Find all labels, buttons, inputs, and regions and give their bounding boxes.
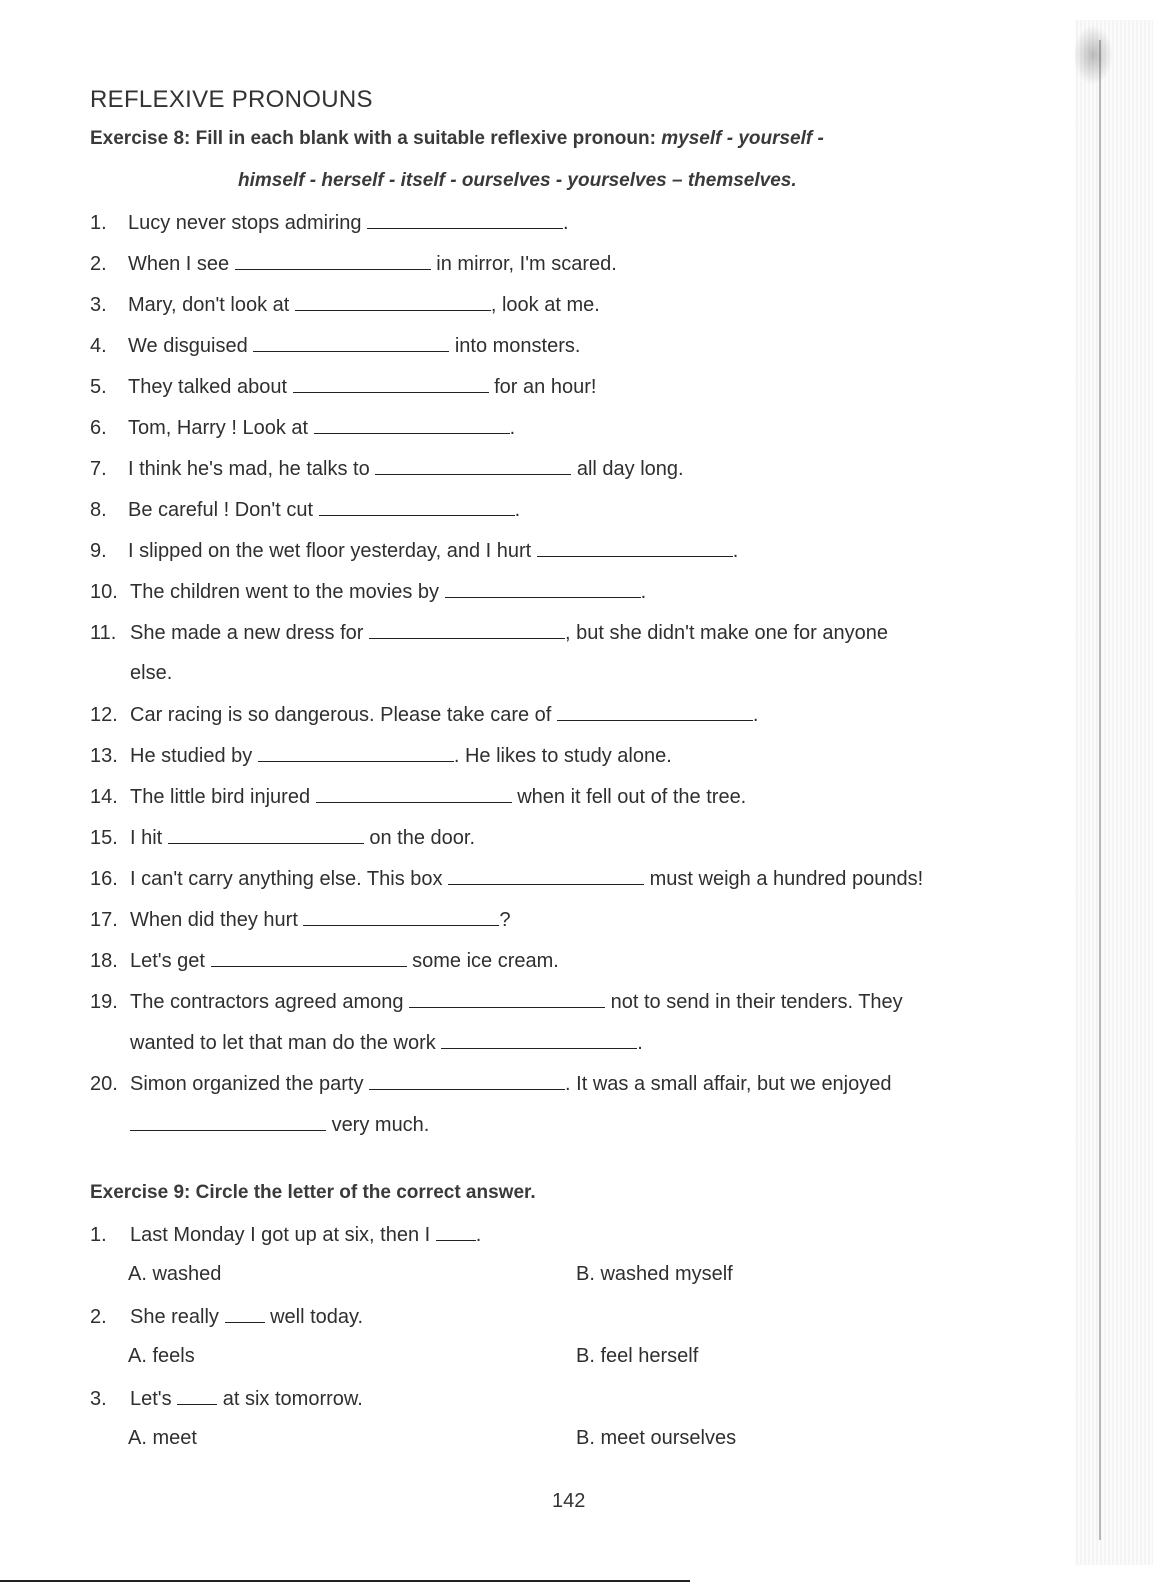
item-text: Let's <box>130 1388 172 1410</box>
item-text: They talked about <box>128 376 287 398</box>
item-number: 2. <box>90 253 107 275</box>
item-text: She really <box>130 1306 219 1328</box>
exercise-9-question <box>90 1304 363 1329</box>
item-text-after: not to send in their tenders. They <box>610 991 903 1013</box>
item-text: Let's get <box>130 950 205 972</box>
item-text: Tom, Harry ! Look at <box>128 417 309 439</box>
item-text-after: very much. <box>331 1114 430 1136</box>
exercise-8-item <box>90 579 646 604</box>
item-text-after: . <box>640 581 647 603</box>
page-title: REFLEXIVE PRONOUNS <box>90 86 373 113</box>
option-a[interactable]: A. washed <box>128 1263 222 1285</box>
exercise-8-item <box>90 456 684 481</box>
item-number: 18. <box>90 950 118 972</box>
item-number: 17. <box>90 909 118 931</box>
item-text-after: when it fell out of the tree. <box>517 786 747 808</box>
item-text-after: for an hour! <box>494 376 597 398</box>
answer-blank[interactable] <box>177 1386 217 1405</box>
item-number: 6. <box>90 417 107 439</box>
answer-blank[interactable] <box>130 1112 326 1131</box>
item-text: I hit <box>130 827 163 849</box>
exercise-8-item <box>90 333 580 358</box>
exercise-8-item <box>90 620 888 645</box>
item-text-after: . It was a small affair, but we enjoyed <box>565 1073 892 1095</box>
option-b[interactable]: B. meet ourselves <box>576 1427 737 1449</box>
item-text: Be careful ! Don't cut <box>128 499 314 521</box>
answer-blank[interactable] <box>235 251 431 270</box>
exercise-8-item-continuation <box>130 1112 429 1137</box>
exercise-8-item <box>90 1071 892 1096</box>
exercise-8-item <box>90 702 758 727</box>
item-text-after: . <box>563 212 569 234</box>
exercise-8-item <box>90 210 569 235</box>
item-text-after: . He likes to study alone. <box>453 745 672 767</box>
item-text-after: at six tomorrow. <box>222 1388 363 1410</box>
exercise-8-item <box>90 538 738 563</box>
exercise-8-item <box>90 866 923 891</box>
answer-blank[interactable] <box>258 743 454 762</box>
exercise-8-item <box>90 251 617 276</box>
answer-blank[interactable] <box>367 210 563 229</box>
option-a[interactable]: A. feels <box>128 1345 195 1367</box>
exercise-8-item <box>90 743 672 768</box>
item-text-after: in mirror, I'm scared. <box>436 253 617 275</box>
answer-blank[interactable] <box>319 497 515 516</box>
pronoun-list-line2: himself - herself - itself - ourselves - yourselves – themselves. <box>238 170 797 191</box>
answer-blank[interactable] <box>557 702 753 721</box>
answer-blank[interactable] <box>295 292 491 311</box>
item-text-after: , but she didn't make one for anyone <box>565 622 888 644</box>
exercise-8-item <box>90 989 903 1014</box>
item-number: 1. <box>90 1224 107 1246</box>
pronoun-list-line1: myself - yourself - <box>661 128 824 149</box>
item-number: 11. <box>90 622 117 644</box>
exercise-8-item <box>90 825 475 850</box>
item-text-after: . <box>732 540 739 562</box>
exercise-8-instruction: Exercise 8: Fill in each blank with a suitable reflexive pronoun: <box>90 128 662 149</box>
answer-blank[interactable] <box>448 866 644 885</box>
item-text: I can't carry anything else. This box <box>130 868 443 890</box>
item-text-after: on the door. <box>369 827 476 849</box>
item-text: Mary, don't look at <box>128 294 290 316</box>
item-number: 20. <box>90 1073 118 1095</box>
answer-blank[interactable] <box>537 538 733 557</box>
item-text: The contractors agreed among <box>130 991 404 1013</box>
item-text: I think he's mad, he talks to <box>128 458 370 480</box>
item-text: The little bird injured <box>130 786 311 808</box>
answer-blank[interactable] <box>375 456 571 475</box>
item-number: 2. <box>90 1306 107 1328</box>
item-text-after: . <box>509 417 516 439</box>
option-a[interactable]: A. meet <box>128 1427 197 1449</box>
item-number: 9. <box>90 540 107 562</box>
item-number: 3. <box>90 294 107 316</box>
answer-blank[interactable] <box>445 579 641 598</box>
answer-blank[interactable] <box>436 1222 476 1241</box>
answer-blank[interactable] <box>211 948 407 967</box>
answer-blank[interactable] <box>316 784 512 803</box>
exercise-8-item <box>90 907 511 932</box>
item-text-after: ? <box>499 909 511 931</box>
exercise-8-item <box>90 948 559 973</box>
answer-blank[interactable] <box>409 989 605 1008</box>
item-text: Car racing is so dangerous. Please take care of <box>130 704 552 726</box>
exercise-8-item <box>90 374 596 399</box>
item-text-after: . <box>752 704 759 726</box>
item-number: 1. <box>90 212 107 234</box>
exercise-8-item <box>90 784 746 809</box>
answer-blank[interactable] <box>369 620 565 639</box>
answer-blank[interactable] <box>293 374 489 393</box>
item-number: 3. <box>90 1388 107 1410</box>
item-text-after: , look at me. <box>490 294 600 316</box>
page-number: 142 <box>552 1490 586 1512</box>
exercise-8-heading <box>90 128 824 150</box>
item-number: 12. <box>90 704 118 726</box>
item-text: Simon organized the party <box>130 1073 364 1095</box>
item-text: When I see <box>128 253 230 275</box>
answer-blank[interactable] <box>225 1304 265 1323</box>
item-number: 15. <box>90 827 118 849</box>
book-spine-shadow <box>1075 20 1153 1565</box>
spine-smudge <box>1073 25 1113 85</box>
item-text: I slipped on the wet floor yesterday, and I hurt <box>128 540 532 562</box>
answer-blank[interactable] <box>253 333 449 352</box>
exercise-8-item-continuation <box>130 662 172 685</box>
item-number: 19. <box>90 991 118 1013</box>
item-text: When did they hurt <box>130 909 298 931</box>
item-text: We disguised <box>128 335 248 357</box>
item-text: She made a new dress for <box>130 622 364 644</box>
item-number: 10. <box>90 581 118 603</box>
exercise-9-question <box>90 1222 481 1247</box>
exercise-9-heading: Exercise 9: Circle the letter of the correct answer. <box>90 1182 536 1203</box>
exercise-8-item <box>90 415 515 440</box>
item-text: He studied by <box>130 745 253 767</box>
item-text: Lucy never stops admiring <box>128 212 362 234</box>
item-text-after: . <box>514 499 521 521</box>
item-number: 7. <box>90 458 107 480</box>
exercise-8-item-continuation <box>130 1030 643 1055</box>
answer-blank[interactable] <box>314 415 510 434</box>
item-text: else. <box>130 662 173 684</box>
exercise-8-item <box>90 497 520 522</box>
bottom-rule <box>0 1580 690 1582</box>
item-text-after: well today. <box>270 1306 364 1328</box>
item-number: 4. <box>90 335 107 357</box>
exercise-9-question <box>90 1386 363 1411</box>
option-b[interactable]: B. washed myself <box>576 1263 733 1285</box>
spine-edge-line <box>1099 40 1101 1540</box>
item-text-after: . <box>475 1224 482 1246</box>
item-number: 13. <box>90 745 118 767</box>
exercise-8-item <box>90 292 600 317</box>
answer-blank[interactable] <box>441 1030 637 1049</box>
item-text: Last Monday I got up at six, then I <box>130 1224 431 1246</box>
answer-blank[interactable] <box>168 825 364 844</box>
item-text-after: into monsters. <box>454 335 581 357</box>
item-text-after: . <box>637 1032 643 1054</box>
item-text: The children went to the movies by <box>130 581 440 603</box>
item-text-after: must weigh a hundred pounds! <box>649 868 924 890</box>
item-number: 5. <box>90 376 107 398</box>
item-text: wanted to let that man do the work <box>130 1032 436 1054</box>
item-number: 14. <box>90 786 118 808</box>
item-number: 16. <box>90 868 118 890</box>
item-text-after: some ice cream. <box>412 950 559 972</box>
answer-blank[interactable] <box>369 1071 565 1090</box>
item-text-after: all day long. <box>576 458 684 480</box>
exercise-8-heading-cont <box>238 170 797 192</box>
item-number: 8. <box>90 499 107 521</box>
option-b[interactable]: B. feel herself <box>576 1345 699 1367</box>
answer-blank[interactable] <box>303 907 499 926</box>
